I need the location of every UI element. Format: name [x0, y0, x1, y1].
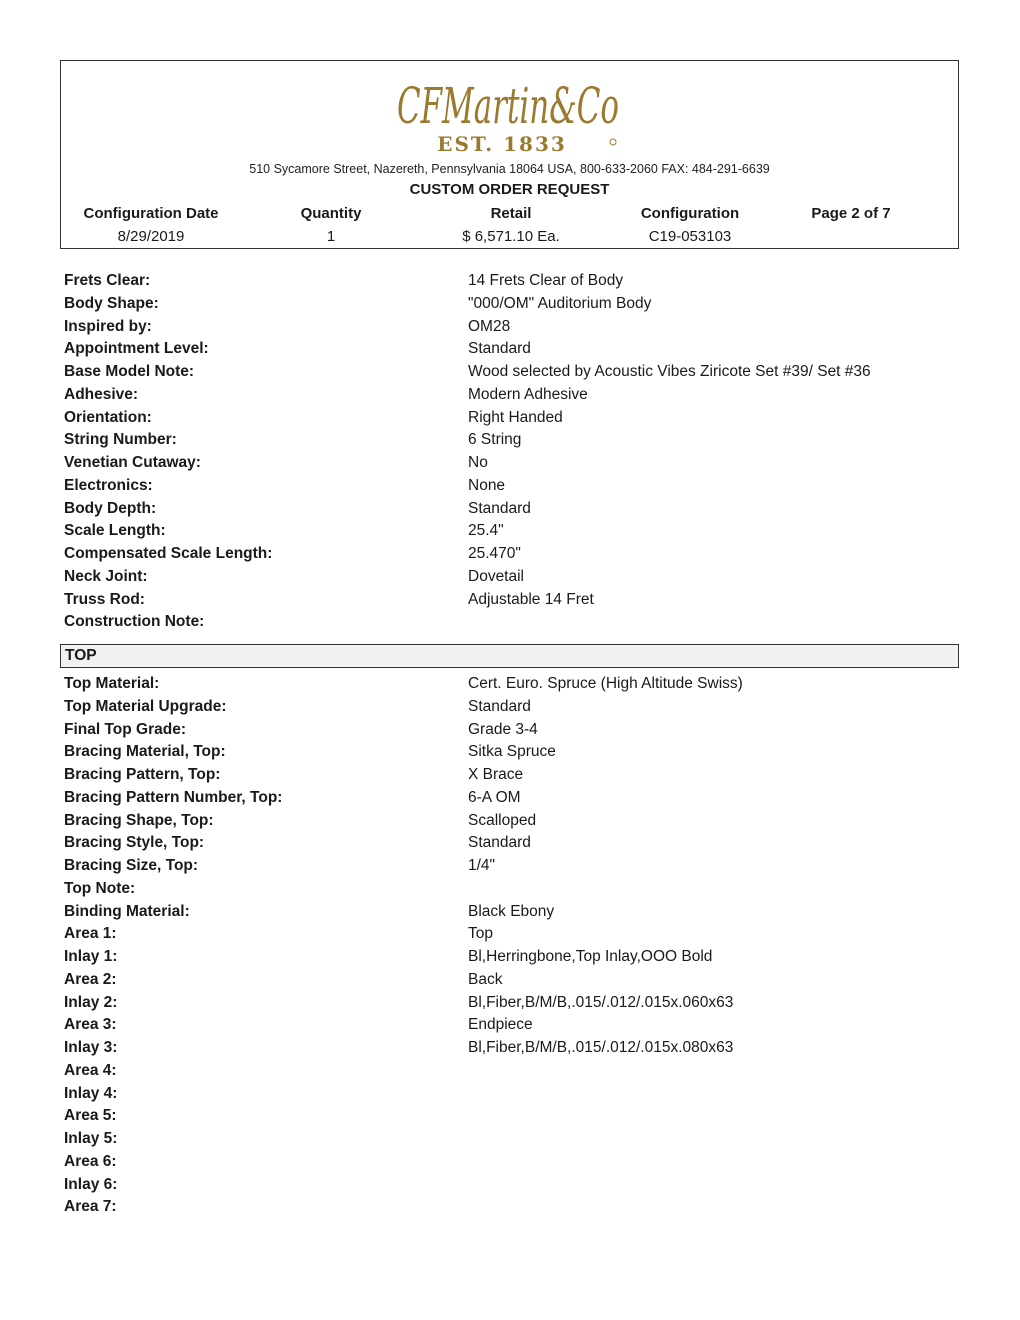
spec-row: [64, 295, 944, 318]
spec-row: [64, 971, 944, 994]
spec-label: Bracing Pattern Number, Top:: [64, 788, 283, 806]
spec-row: [64, 522, 944, 545]
spec-row: [64, 545, 944, 568]
spec-row: [64, 857, 944, 880]
spec-value: Grade 3-4: [468, 720, 538, 738]
logo-brand-text: CFMartin&Co: [396, 77, 619, 135]
spec-value: Endpiece: [468, 1016, 533, 1034]
spec-row: [64, 721, 944, 744]
spec-row: [64, 698, 944, 721]
spec-row: [64, 431, 944, 454]
spec-label: Neck Joint:: [64, 567, 148, 585]
page-indicator: Page 2 of 7: [811, 205, 891, 222]
spec-value: Cert. Euro. Spruce (High Altitude Swiss): [468, 675, 743, 692]
spec-value: Top: [468, 925, 493, 943]
spec-row: [64, 1016, 944, 1039]
spec-label: Orientation:: [64, 408, 152, 426]
spec-row: [64, 1130, 944, 1153]
quantity-label: Quantity: [300, 205, 362, 222]
spec-label: String Number:: [64, 431, 177, 449]
spec-label: Bracing Size, Top:: [64, 857, 199, 874]
spec-row: [64, 1198, 944, 1221]
spec-label: Construction Note:: [64, 613, 205, 631]
spec-row: [64, 409, 944, 432]
spec-value: X Brace: [468, 766, 524, 783]
spec-label: Venetian Cutaway:: [64, 454, 201, 471]
spec-value: Standard: [468, 499, 531, 517]
spec-value: None: [468, 476, 506, 494]
spec-value: Black Ebony: [468, 902, 555, 920]
spec-row: [64, 834, 944, 857]
spec-row: [64, 1107, 944, 1130]
spec-label: Final Top Grade:: [64, 720, 186, 738]
spec-value: 1/4": [468, 857, 496, 874]
spec-label: Electronics:: [64, 476, 153, 494]
spec-label: Top Note:: [64, 879, 136, 897]
spec-label: Area 4:: [64, 1061, 117, 1079]
page-title: CUSTOM ORDER REQUEST: [409, 181, 610, 198]
spec-row: [64, 743, 944, 766]
spec-label: Appointment Level:: [64, 340, 209, 358]
spec-row: [64, 613, 944, 636]
spec-row: [64, 1153, 944, 1176]
spec-row: [64, 272, 944, 295]
martin-logo: [61, 75, 958, 164]
spec-label: Bracing Style, Top:: [64, 834, 205, 852]
spec-value: No: [468, 454, 488, 471]
spec-row: [64, 591, 944, 614]
spec-row: [64, 477, 944, 500]
spec-value: "000/OM" Auditorium Body: [468, 294, 652, 312]
spec-row: [64, 903, 944, 926]
spec-value: Bl,Fiber,B/M/B,.015/.012/.015x.080x63: [468, 1039, 734, 1056]
spec-row: [64, 948, 944, 971]
spec-label: Area 3:: [64, 1016, 117, 1034]
spec-label: Area 7:: [64, 1198, 117, 1216]
spec-label: Bracing Material, Top:: [64, 743, 226, 761]
spec-value: 6 String: [468, 431, 522, 449]
spec-label: Body Depth:: [64, 499, 157, 517]
configuration-label: Configuration: [640, 205, 740, 222]
spec-row: [64, 1039, 944, 1062]
spec-row: [64, 1176, 944, 1199]
spec-label: Truss Rod:: [64, 590, 145, 608]
spec-value: Bl,Fiber,B/M/B,.015/.012/.015x.060x63: [468, 993, 734, 1011]
spec-label: Bracing Pattern, Top:: [64, 766, 221, 783]
spec-row: [64, 789, 944, 812]
spec-row: [64, 1085, 944, 1108]
spec-row: [64, 994, 944, 1017]
spec-value: Sitka Spruce: [468, 743, 556, 761]
spec-value: Scalloped: [468, 811, 537, 829]
spec-row: [64, 766, 944, 789]
quantity-value: 1: [326, 228, 336, 245]
spec-label: Bracing Shape, Top:: [64, 811, 214, 829]
spec-label: Inlay 6:: [64, 1175, 118, 1193]
configuration-value: C19-053103: [648, 228, 732, 245]
spec-value: Wood selected by Acoustic Vibes Ziricote Set #39/ Set #36: [468, 363, 871, 380]
spec-row: [64, 340, 944, 363]
spec-row: [64, 318, 944, 341]
company-address: 510 Sycamore Street, Nazereth, Pennsylvania 18064 USA, 800-633-2060 FAX: 484-291-6639: [249, 162, 770, 176]
spec-value: Standard: [468, 340, 531, 358]
spec-row: [64, 568, 944, 591]
martin-logo-graphic: [390, 75, 630, 159]
spec-label: Inlay 1:: [64, 948, 118, 965]
spec-value: Modern Adhesive: [468, 385, 588, 403]
spec-label: Area 1:: [64, 925, 117, 943]
spec-row: [64, 363, 944, 386]
spec-label: Binding Material:: [64, 902, 190, 920]
spec-value: Dovetail: [468, 567, 524, 585]
spec-label: Scale Length:: [64, 522, 166, 540]
spec-row: [64, 675, 944, 698]
spec-label: Frets Clear:: [64, 272, 151, 289]
spec-label: Area 5:: [64, 1107, 117, 1125]
logo-established-text: EST. 1833: [436, 132, 567, 156]
spec-value: Adjustable 14 Fret: [468, 590, 594, 608]
registered-mark-icon: [610, 139, 616, 145]
spec-row: [64, 925, 944, 948]
spec-label: Adhesive:: [64, 385, 139, 403]
spec-value: 25.4": [468, 522, 504, 540]
retail-value: $ 6,571.10 Ea.: [462, 228, 560, 245]
spec-label: Inlay 2:: [64, 993, 118, 1011]
spec-row: [64, 500, 944, 523]
spec-label: Top Material:: [64, 675, 160, 692]
spec-value: Bl,Herringbone,Top Inlay,OOO Bold: [468, 948, 713, 965]
spec-value: Back: [468, 970, 503, 988]
configuration-date-label: Configuration Date: [83, 205, 219, 222]
section-title: TOP: [65, 647, 97, 664]
spec-label: Base Model Note:: [64, 363, 195, 380]
spec-label: Inlay 3:: [64, 1039, 118, 1056]
spec-value: Right Handed: [468, 408, 563, 426]
spec-label: Compensated Scale Length:: [64, 545, 273, 562]
spec-value: 6-A OM: [468, 788, 521, 806]
spec-row: [64, 880, 944, 903]
spec-label: Inlay 5:: [64, 1130, 118, 1147]
spec-label: Area 2:: [64, 970, 117, 988]
spec-row: [64, 386, 944, 409]
spec-value: OM28: [468, 317, 511, 335]
spec-row: [64, 454, 944, 477]
spec-label: Body Shape:: [64, 294, 159, 312]
spec-value: 14 Frets Clear of Body: [468, 272, 624, 289]
spec-value: Standard: [468, 697, 531, 715]
spec-row: [64, 1062, 944, 1085]
spec-label: Area 6:: [64, 1152, 117, 1170]
spec-value: 25.470": [468, 545, 521, 562]
spec-label: Inspired by:: [64, 317, 152, 335]
configuration-date-value: 8/29/2019: [117, 228, 185, 245]
spec-value: Standard: [468, 834, 531, 852]
spec-label: Inlay 4:: [64, 1084, 118, 1102]
spec-row: [64, 812, 944, 835]
spec-label: Top Material Upgrade:: [64, 697, 227, 715]
section-header-top: [60, 644, 959, 668]
retail-label: Retail: [490, 205, 532, 222]
order-header: [60, 60, 959, 249]
